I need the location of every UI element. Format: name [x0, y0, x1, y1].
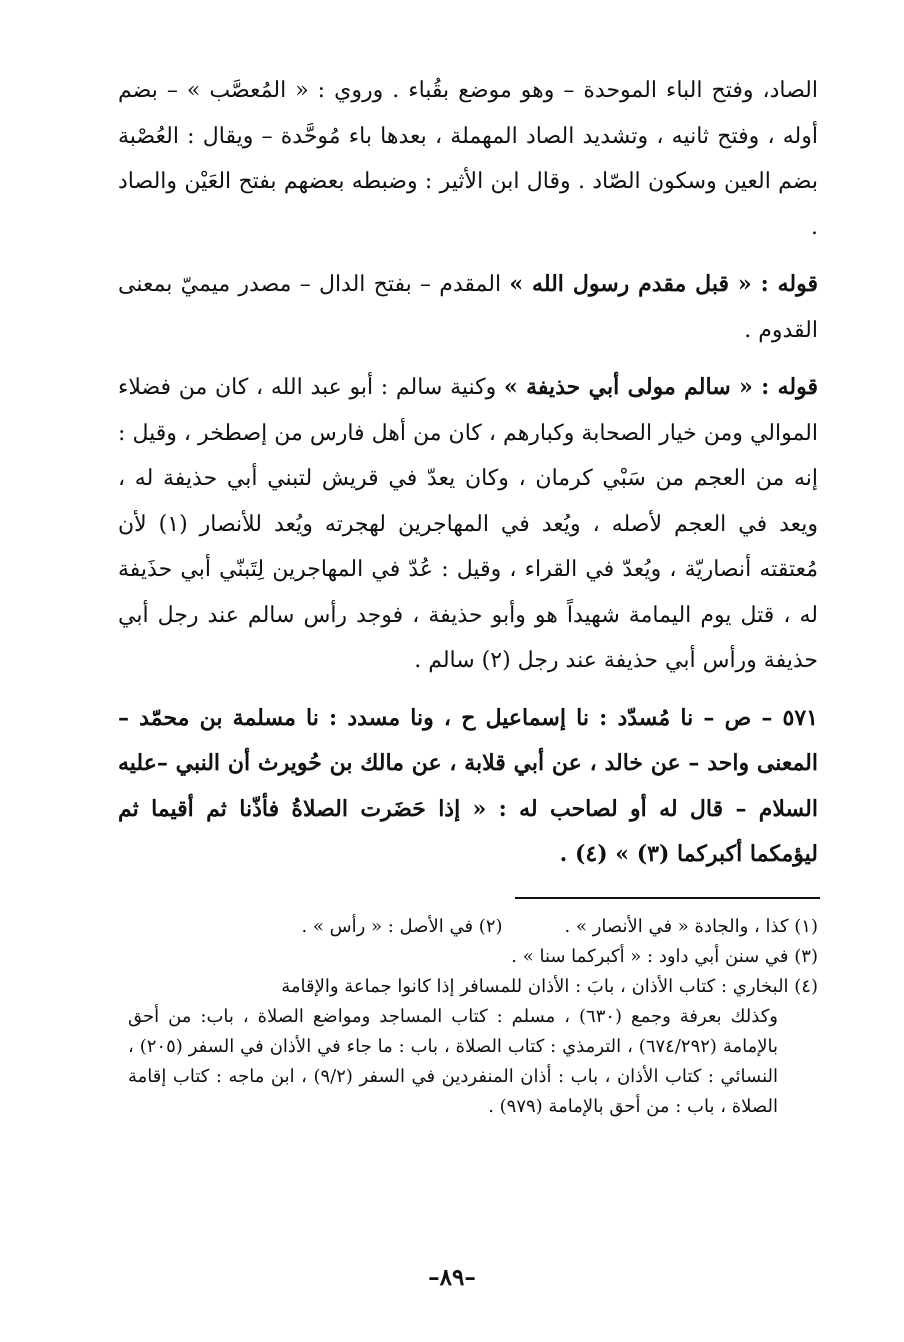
- main-text: [118, 68, 818, 890]
- footnotes: [128, 912, 818, 1122]
- footnote-4-first-line: (٤) البخاري : كتاب الأذان ، بابَ : الأذان للمسافر إذا كانوا جماعة والإقامة: [281, 976, 818, 997]
- quoted-lemma: قوله : « سالم مولى أبي حذيفة »: [503, 374, 818, 400]
- hadith-571: ٥٧١ – ص – نا مُسدّد : نا إسماعيل ح ، ونا مسدد : نا مسلمة بن محمّد – المعنى واحد – عن خالد ، عن أبي قلابة ، عن مالك بن حُويرث أن النبي –عليه السلام – قال له أو لصاحب له : « إذا حَضَرت الصلاةُ فأذّنا ثم أقيما ثم ليؤمكما أكبركما (٣) » (٤) .: [118, 704, 818, 867]
- paragraph-qawluh-salim: [118, 365, 818, 684]
- quoted-lemma: قوله : « قبل مقدم رسول الله »: [509, 271, 818, 297]
- footnote-3: (٣) في سنن أبي داود : « أكبركما سنا » .: [511, 946, 818, 967]
- footnote-separator: [515, 897, 820, 899]
- commentary-text: المقدم – بفتح الدال – مصدر ميميّ بمعنى القدوم .: [118, 272, 818, 343]
- paragraph-qawluh-maqdam: [118, 262, 818, 353]
- footnote-1: (١) كذا ، والجادة « في الأنصار » .: [564, 916, 818, 937]
- footnote-4-continuation: وكذلك بعرفة وجمع (٦٣٠) ، مسلم : كتاب المساجد ومواضع الصلاة ، باب: من أحق بالإمامة (٦٧٤/٢٩٢) ، الترمذي : كتاب الصلاة ، باب : ما جاء في الأذان في السفر (٢٠٥) ، النسائي : كتاب الأذان ، باب : أذان المنفردين في السفر (٩/٢) ، ابن ماجه : كتاب إقامة الصلاة ، باب : من أحق بالإمامة (٩٧٩) .: [128, 1006, 779, 1117]
- footnote-row-1-2: [128, 912, 818, 942]
- footnote-2: (٢) في الأصل : « رأس » .: [301, 916, 503, 937]
- page-number: –٨٩–: [428, 1264, 476, 1291]
- paragraph-continuation: الصاد، وفتح الباء الموحدة – وهو موضع بقُباء . وروي : « المُعصَّب » – بضم أوله ، وفتح ثانيه ، وتشديد الصاد المهملة ، بعدها باء مُوحَّدة – ويقال : العُصْبة بضم العين وسكون الصّاد . وقال ابن الأثير : وضبطه بعضهم بفتح العَيْن والصاد .: [118, 78, 818, 240]
- commentary-text: وكنية سالم : أبو عبد الله ، كان من فضلاء الموالي ومن خيار الصحابة وكبارهم ، كان من أهل فارس من إصطخر ، وقيل : إنه من العجم من سَبْي كرمان ، وكان يعدّ في قريش لتبني أبي حذيفة له ، ويعد في العجم لأصله ، ويُعد في المهاجرين لهجرته ويُعد للأنصار (١) لأن مُعتقته أنصاريّة ، ويُعدّ في القراء ، وقيل : عُدّ في المهاجرين لِتَبنّي أبي حذَيفة له ، قتل يوم اليمامة شهيداً هو وأبو حذيفة ، فوجد رأس سالم عند رجل أبي حذيفة ورأس أبي حذيفة عند رجل (٢) سالم .: [118, 375, 819, 673]
